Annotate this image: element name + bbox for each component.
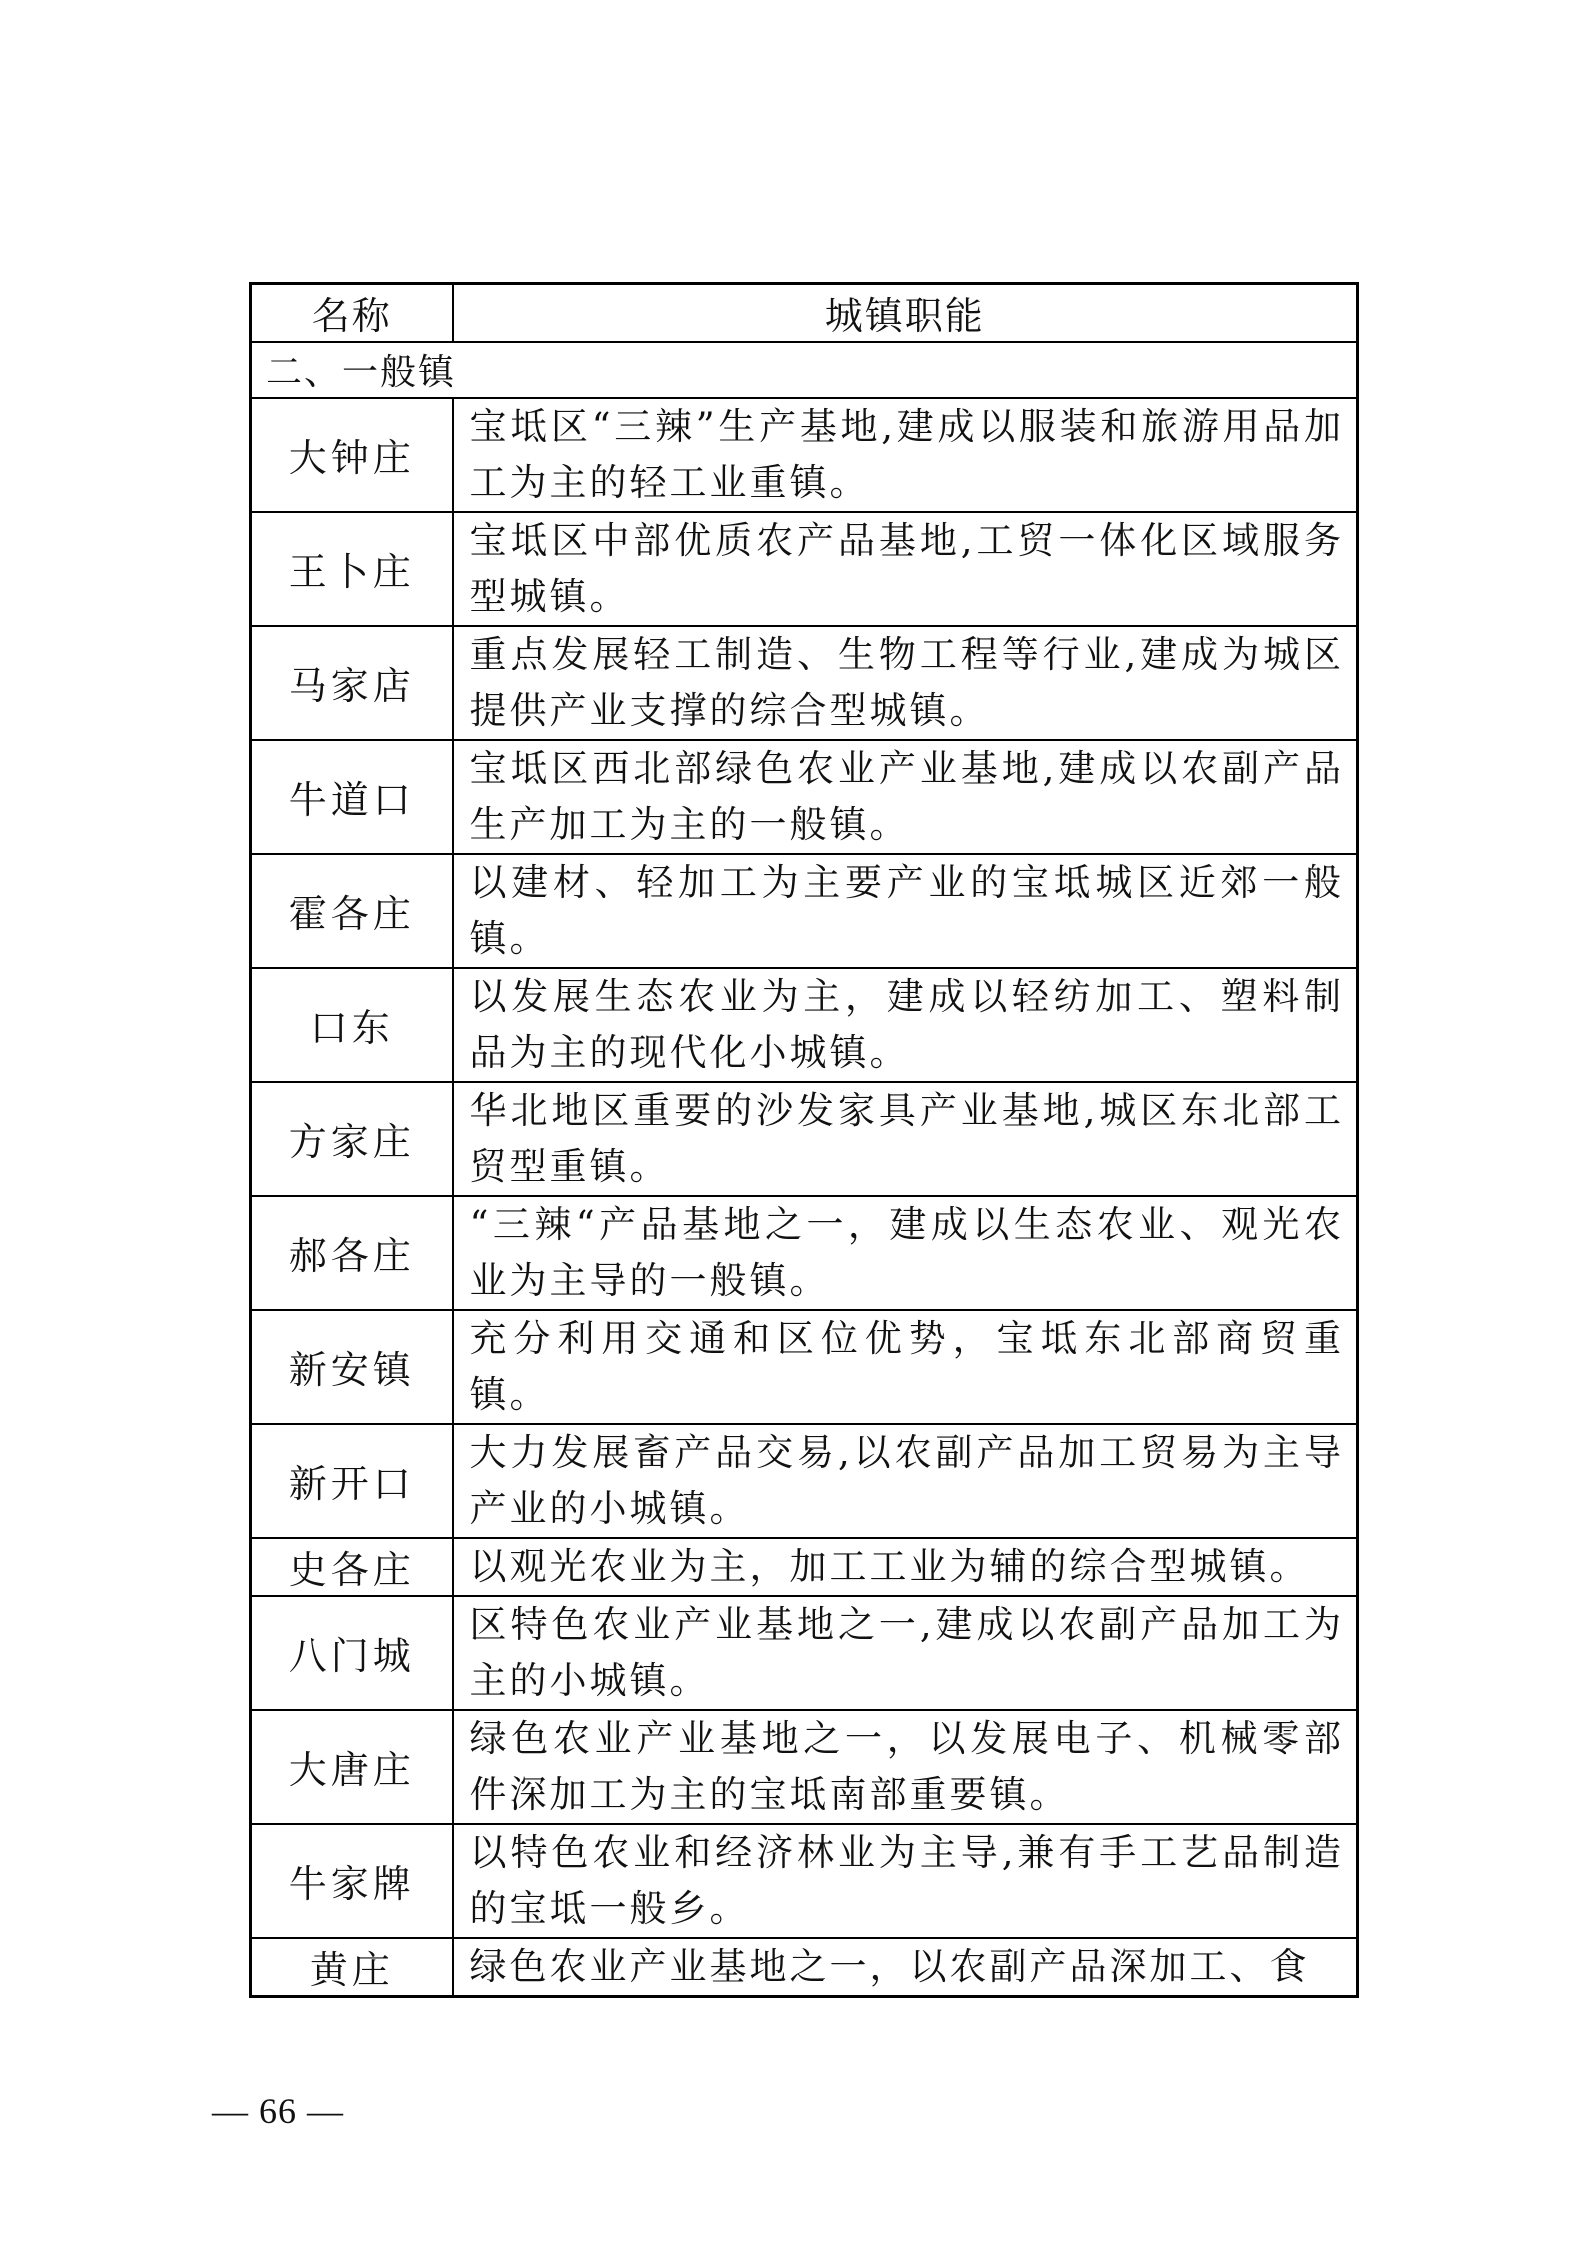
- town-name: 史各庄: [251, 1538, 453, 1596]
- table-row: [251, 1196, 1358, 1310]
- town-function: 大力发展畜产品交易,以农副产品加工贸易为主导产业的小城镇。: [453, 1424, 1358, 1538]
- table-row: [251, 1424, 1358, 1538]
- town-function: 以建材、轻加工为主要产业的宝坻城区近郊一般镇。: [453, 854, 1358, 968]
- town-function: 充分利用交通和区位优势，宝坻东北部商贸重镇。: [453, 1310, 1358, 1424]
- town-function: 绿色农业产业基地之一，以农副产品深加工、食: [453, 1938, 1358, 1997]
- town-function: 以发展生态农业为主，建成以轻纺加工、塑料制品为主的现代化小城镇。: [453, 968, 1358, 1082]
- town-function: 宝坻区西北部绿色农业产业基地,建成以农副产品生产加工为主的一般镇。: [453, 740, 1358, 854]
- town-function-table: [249, 282, 1359, 1998]
- table-row: [251, 398, 1358, 512]
- section-title: 二、一般镇: [251, 342, 1358, 398]
- town-name: 大钟庄: [251, 398, 453, 512]
- town-name: 霍各庄: [251, 854, 453, 968]
- table-row: [251, 968, 1358, 1082]
- town-function: 绿色农业产业基地之一，以发展电子、机械零部件深加工为主的宝坻南部重要镇。: [453, 1710, 1358, 1824]
- town-function: 宝坻区中部优质农产品基地,工贸一体化区域服务型城镇。: [453, 512, 1358, 626]
- town-name: 新开口: [251, 1424, 453, 1538]
- table-row: [251, 1538, 1358, 1596]
- town-name: 大唐庄: [251, 1710, 453, 1824]
- town-name: 八门城: [251, 1596, 453, 1710]
- town-name: 牛道口: [251, 740, 453, 854]
- table-row: [251, 1310, 1358, 1424]
- town-function: 宝坻区“三辣”生产基地,建成以服装和旅游用品加工为主的轻工业重镇。: [453, 398, 1358, 512]
- town-function: “三辣“产品基地之一，建成以生态农业、观光农业为主导的一般镇。: [453, 1196, 1358, 1310]
- table-row: [251, 1824, 1358, 1938]
- town-name: 方家庄: [251, 1082, 453, 1196]
- section-row: [251, 342, 1358, 398]
- table-row: [251, 1710, 1358, 1824]
- table-row: [251, 626, 1358, 740]
- town-function: 以特色农业和经济林业为主导,兼有手工艺品制造的宝坻一般乡。: [453, 1824, 1358, 1938]
- table-row: [251, 1596, 1358, 1710]
- town-function: 以观光农业为主，加工工业为辅的综合型城镇。: [453, 1538, 1358, 1596]
- town-function: 重点发展轻工制造、生物工程等行业,建成为城区提供产业支撑的综合型城镇。: [453, 626, 1358, 740]
- table-row: [251, 512, 1358, 626]
- town-function: 华北地区重要的沙发家具产业基地,城区东北部工贸型重镇。: [453, 1082, 1358, 1196]
- town-function: 区特色农业产业基地之一,建成以农副产品加工为主的小城镇。: [453, 1596, 1358, 1710]
- town-name: 王卜庄: [251, 512, 453, 626]
- town-name: 新安镇: [251, 1310, 453, 1424]
- page-number: — 66 —: [212, 2091, 344, 2131]
- table-row: [251, 854, 1358, 968]
- table-row: [251, 1938, 1358, 1997]
- town-name: 口东: [251, 968, 453, 1082]
- town-name: 牛家牌: [251, 1824, 453, 1938]
- table-header-row: [251, 284, 1358, 342]
- town-name: 黄庄: [251, 1938, 453, 1997]
- header-function: 城镇职能: [453, 284, 1358, 342]
- header-name: 名称: [251, 284, 453, 342]
- table-row: [251, 1082, 1358, 1196]
- town-name: 马家店: [251, 626, 453, 740]
- table-row: [251, 740, 1358, 854]
- town-name: 郝各庄: [251, 1196, 453, 1310]
